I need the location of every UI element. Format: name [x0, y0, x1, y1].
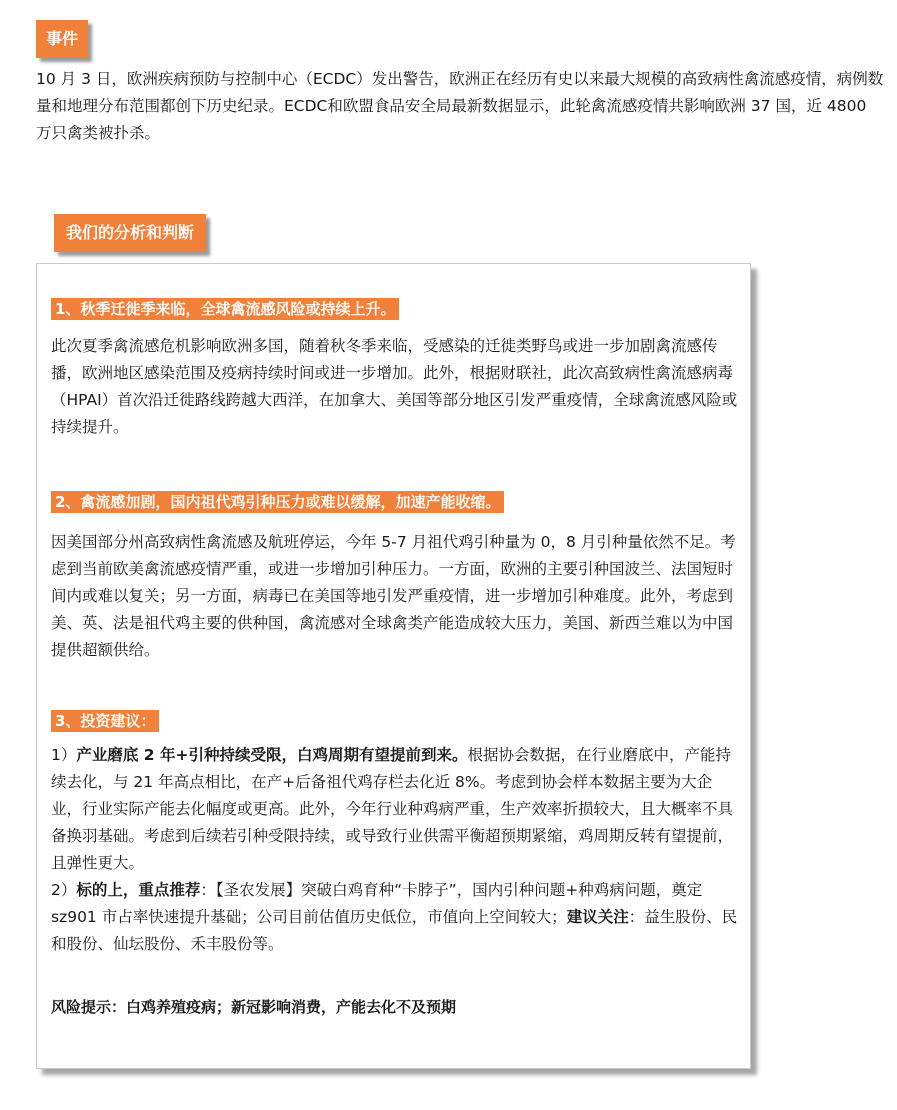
section-1-text: 此次夏季禽流感危机影响欧洲多国，随着秋冬季来临，受感染的迁徙类野鸟或进一步加剧禽流感传播，欧洲地区感染范围及疫病持续时间或进一步增加。此外，根据财联社，此次高致病性禽流感病毒（HPAI）首次沿迁徙路线跨越大西洋，在加拿大、美国等部分地区引发严重疫情，全球禽流感风险或持续提升。 [51, 337, 738, 436]
section-2-text: 因美国部分州高致病性禽流感及航班停运，今年 5-7 月祖代鸡引种量为 0，8 月引种量依然不足。考虑到当前欧美禽流感疫情严重，或进一步增加引种压力。一方面，欧洲的主要引种国波兰、法国短时间内或难以复关；另一方面，病毒已在美国等地引发严重疫情，进一步增加引种难度。此外，考虑到美、英、法是祖代鸡主要的供种国，禽流感对全球禽类产能造成较大压力，美国、新西兰难以为中国提供超额供给。 [51, 533, 736, 659]
point-2-prefix: 2） [51, 881, 77, 899]
event-tag: 事件 [36, 20, 88, 58]
analysis-box [36, 263, 751, 1069]
point-2-text: ：【圣农发展】突破白鸡育种“卡脖子”，国内引种问题+种鸡病问题，奠定 sz901 市占率快速提升基础；公司目前估值历史低位，市值向上空间较大； [51, 881, 703, 926]
point-2-bold: 标的上，重点推荐 [76, 881, 201, 899]
analysis-tag: 我们的分析和判断 [54, 214, 206, 252]
point-1-text: 根据协会数据，在行业磨底中，产能持续去化，与 21 年高点相比，在产+后备祖代鸡存栏去化近 8%。考虑到协会样本数据主要为大企业，行业实际产能去化幅度或更高。此外，今年行业种鸡病严重，生产效率折损较大，且大概率不具备换羽基础。考虑到后续若引种受限持续，或导致行业供需平衡超预期紧缩，鸡周期反转有望提前，且弹性更大。 [51, 746, 734, 872]
point-1-prefix: 1） [51, 746, 77, 764]
risk-warning: 风险提示：白鸡养殖疫病；新冠影响消费，产能去化不及预期 [51, 998, 457, 1016]
point-1-bold: 产业磨底 2 年+引种持续受限，白鸡周期有望提前到来。 [76, 746, 468, 764]
point-2-bold-2: 建议关注 [566, 908, 629, 926]
section-3-heading: 3、投资建议： [51, 710, 159, 732]
event-text: 10 月 3 日，欧洲疾病预防与控制中心（ECDC）发出警告，欧洲正在经历有史以来最大规模的高致病性禽流感疫情，病例数量和地理分布范围都创下历史纪录。ECDC和欧盟食品安全局最新数据显示，此轮禽流感疫情共影响欧洲 37 国，近 4800 万只禽类被扑杀。 [36, 70, 884, 142]
investment-point-2 [51, 877, 743, 958]
section-1-heading: 1、秋季迁徙季来临，全球禽流感风险或持续上升。 [51, 298, 399, 320]
section-2-heading: 2、禽流感加剧，国内祖代鸡引种压力或难以缓解，加速产能收缩。 [51, 491, 504, 513]
investment-point-1 [51, 742, 743, 877]
point-2-text-2: ：益生股份、民和股份、仙坛股份、禾丰股份等。 [51, 908, 738, 953]
